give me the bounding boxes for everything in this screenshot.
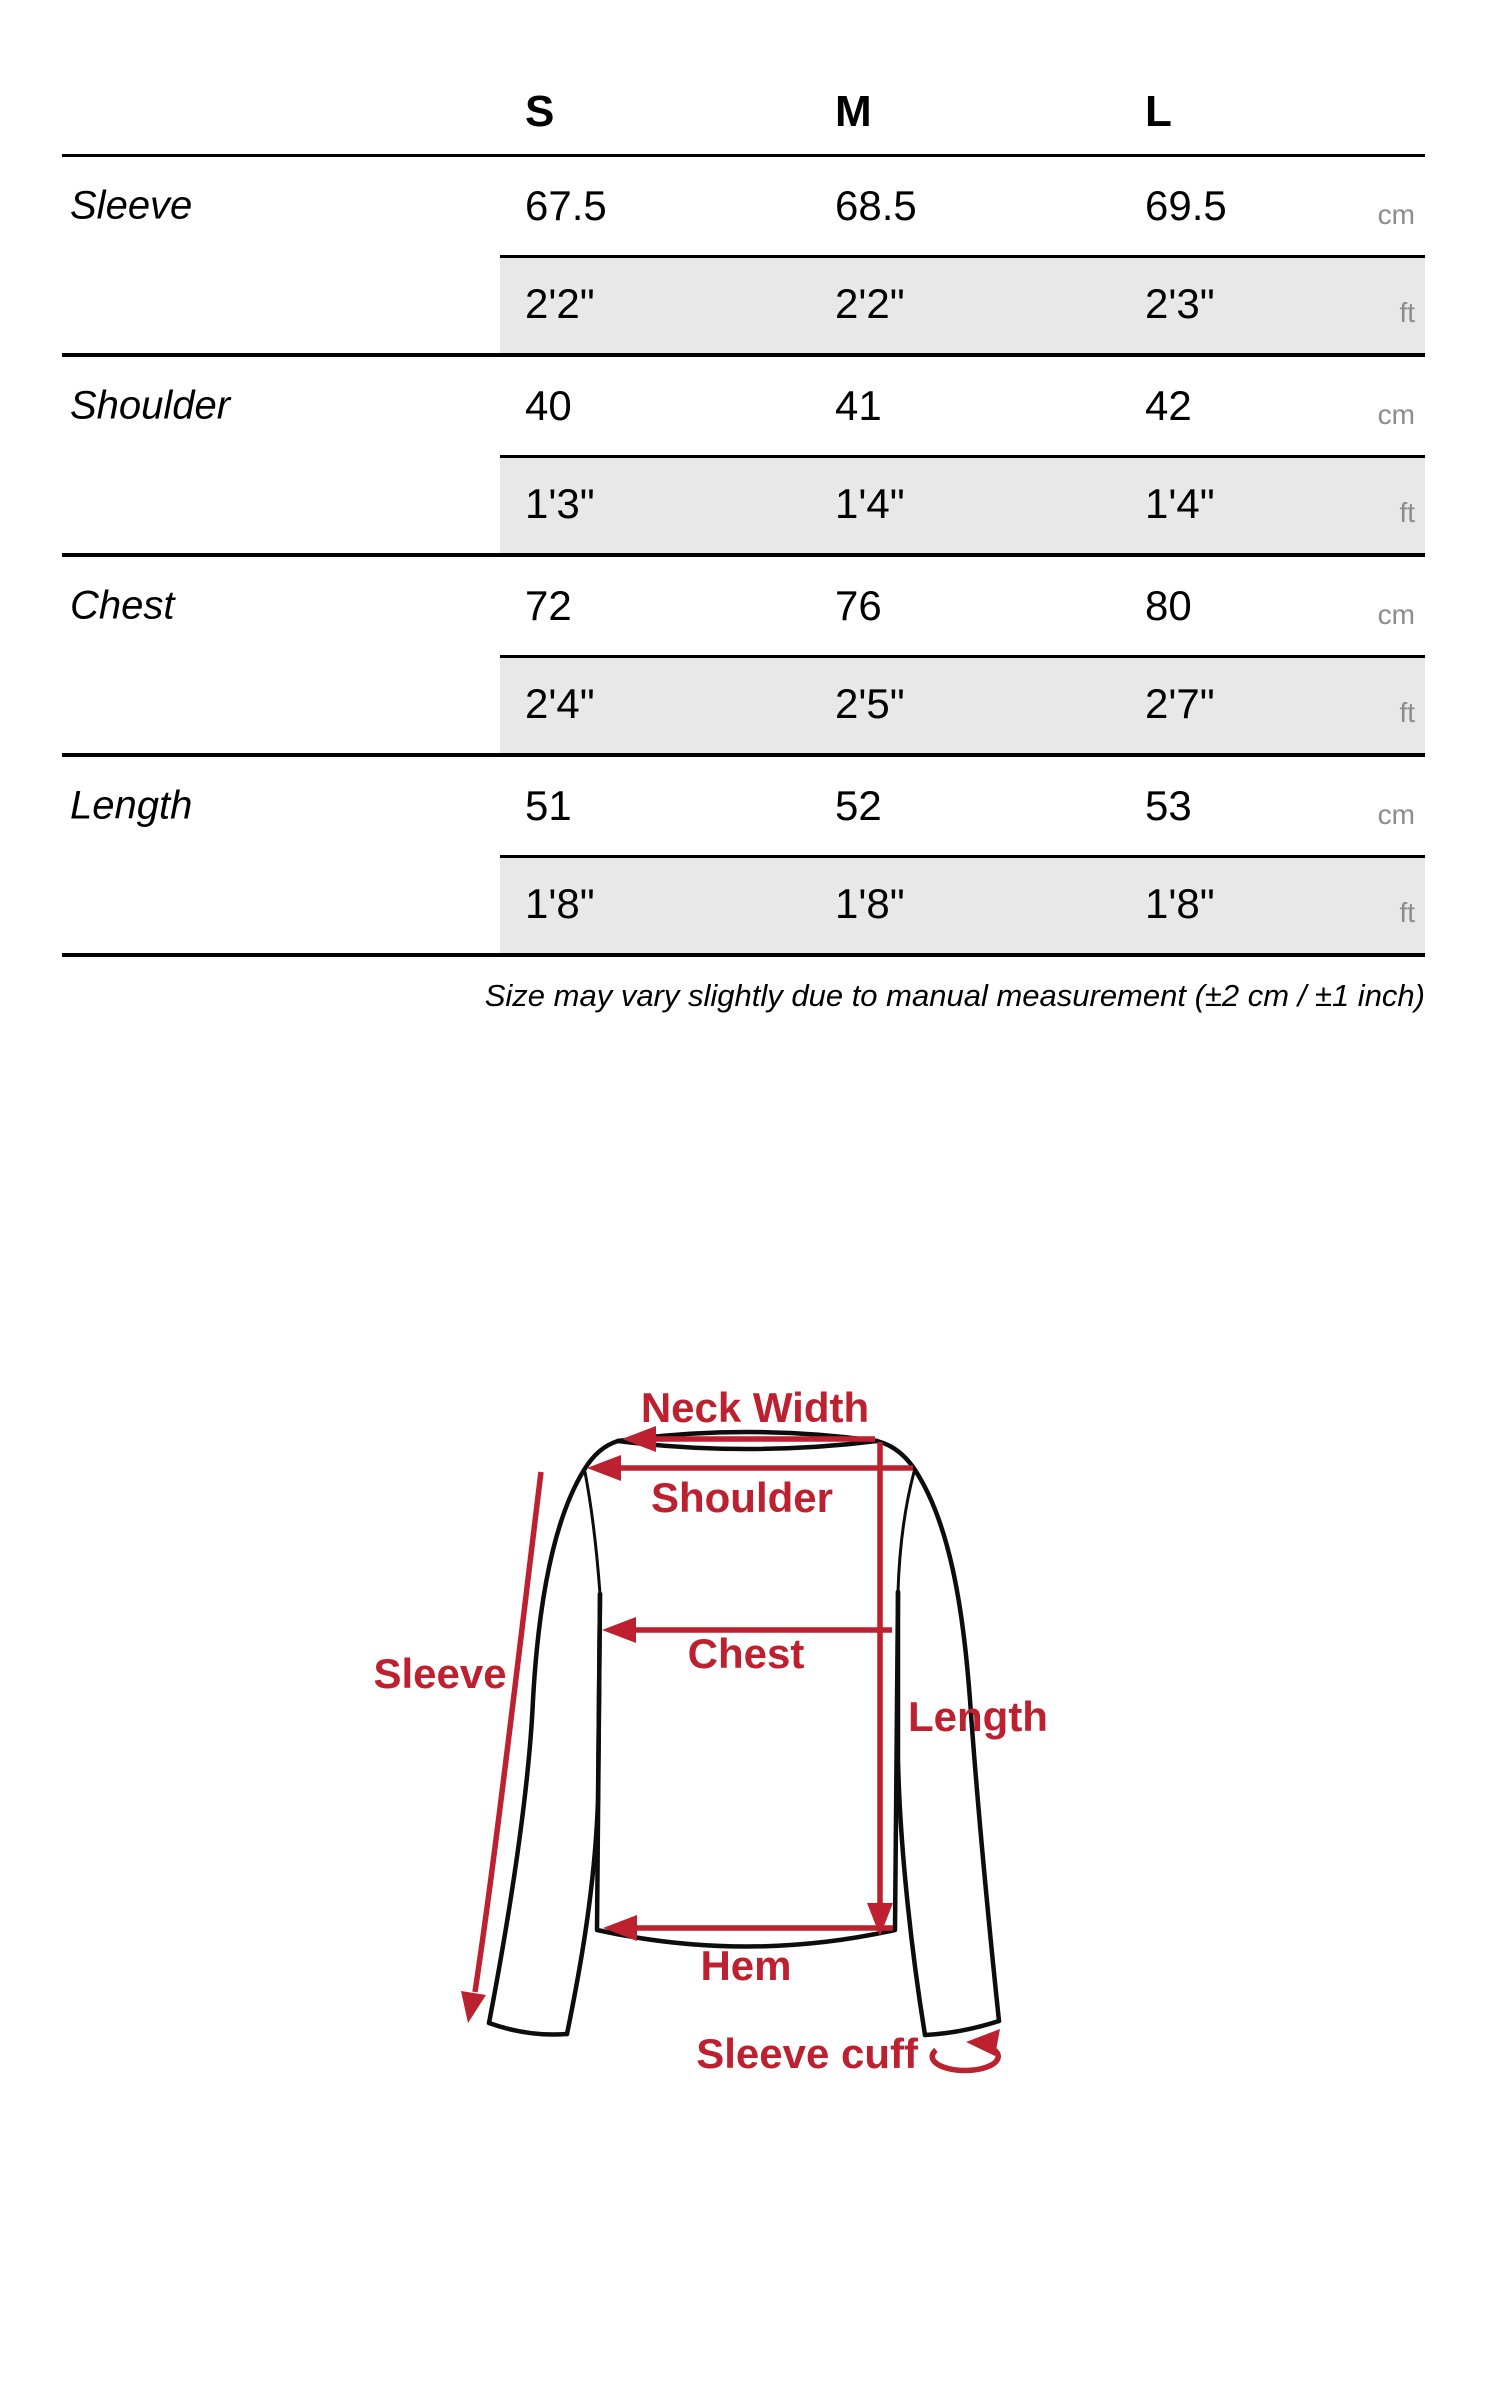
cell-shoulder-s-ft: 1'3" (525, 480, 595, 527)
unit-label-cm: cm (1377, 399, 1415, 430)
table-row (62, 855, 1425, 953)
diagram-label-length: Length (908, 1693, 1048, 1740)
table-row (62, 757, 1425, 855)
table-row (62, 655, 1425, 753)
cell-shoulder-m-cm: 41 (835, 382, 882, 429)
cell-sleeve-m-cm: 68.5 (835, 182, 917, 229)
cell-shoulder-m-ft: 1'4" (835, 480, 905, 527)
cell-chest-s-cm: 72 (525, 582, 572, 629)
table-row (62, 255, 1425, 353)
right-sleeve-outer (915, 1470, 999, 2021)
right-armhole-seam (898, 1472, 914, 1592)
row-label-chest: Chest (70, 583, 175, 628)
diagram-label-shoulder: Shoulder (650, 1474, 834, 1521)
diagram-label-sleeve: Sleeve (373, 1650, 507, 1697)
cell-length-l-ft: 1'8" (1145, 880, 1215, 927)
cell-sleeve-s-ft: 2'2" (525, 280, 595, 327)
cuff-rotation-arrowhead-icon (966, 2029, 1000, 2056)
cell-chest-l-cm: 80 (1145, 582, 1192, 629)
gray-band (500, 855, 1425, 953)
table-row (62, 455, 1425, 553)
left-sleeve-inner (567, 1594, 600, 2034)
table-row (62, 557, 1425, 655)
unit-label-ft: ft (1399, 297, 1415, 328)
table-section-chest (62, 557, 1425, 757)
unit-label-ft: ft (1399, 897, 1415, 928)
cell-shoulder-s-cm: 40 (525, 382, 572, 429)
unit-label-ft: ft (1399, 697, 1415, 728)
diagram-label-hem: Hem (700, 1942, 792, 1989)
cell-shoulder-l-ft: 1'4" (1145, 480, 1215, 527)
size-table (62, 0, 1425, 957)
cell-length-m-ft: 1'8" (835, 880, 905, 927)
cell-length-s-ft: 1'8" (525, 880, 595, 927)
left-cuff-edge (489, 2023, 567, 2035)
column-header-l: L (1145, 87, 1172, 136)
cell-sleeve-l-cm: 69.5 (1145, 182, 1227, 229)
diagram-label-chest: Chest (687, 1630, 805, 1677)
cell-length-m-cm: 52 (835, 782, 882, 829)
diagram-label-sleeve-cuff: Sleeve cuff (696, 2030, 918, 2077)
column-header-m: M (835, 87, 872, 136)
cell-sleeve-m-ft: 2'2" (835, 280, 905, 327)
cell-shoulder-l-cm: 42 (1145, 382, 1192, 429)
cell-chest-l-ft: 2'7" (1145, 680, 1215, 727)
cell-length-l-cm: 53 (1145, 782, 1192, 829)
table-section-shoulder (62, 357, 1425, 557)
row-label-sleeve: Sleeve (70, 183, 193, 228)
diagram-label-neck-width: Neck Width (640, 1384, 870, 1431)
gray-band (500, 255, 1425, 353)
row-label-shoulder: Shoulder (70, 383, 231, 428)
unit-label-cm: cm (1377, 599, 1415, 630)
cell-sleeve-s-cm: 67.5 (525, 182, 607, 229)
hem-arrowhead-icon (603, 1915, 637, 1941)
cell-length-s-cm: 51 (525, 782, 572, 829)
row-label-length: Length (70, 783, 193, 828)
cell-chest-s-ft: 2'4" (525, 680, 595, 727)
sleeve-arrowhead-icon (461, 1991, 486, 2023)
column-header-s: S (525, 87, 555, 136)
size-table-header (62, 0, 1425, 157)
unit-label-ft: ft (1399, 497, 1415, 528)
left-sleeve-outer (489, 1470, 584, 2023)
table-row (62, 357, 1425, 455)
table-section-length (62, 757, 1425, 957)
unit-label-cm: cm (1377, 799, 1415, 830)
cell-chest-m-cm: 76 (835, 582, 882, 629)
neckline-lower (618, 1441, 877, 1449)
table-row (62, 157, 1425, 255)
table-section-sleeve (62, 157, 1425, 357)
unit-label-cm: cm (1377, 199, 1415, 230)
cell-chest-m-ft: 2'5" (835, 680, 905, 727)
gray-band (500, 655, 1425, 753)
chest-arrowhead-icon (602, 1617, 636, 1643)
gray-band (500, 455, 1425, 553)
measurement-note: Size may vary slightly due to manual measurement (±2 cm / ±1 inch) (484, 978, 1425, 1013)
left-armhole-seam (585, 1472, 600, 1594)
garment-diagram (350, 1380, 1110, 2180)
right-cuff-edge (925, 2021, 999, 2035)
right-sleeve-inner (898, 1592, 925, 2035)
cell-sleeve-l-ft: 2'3" (1145, 280, 1215, 327)
